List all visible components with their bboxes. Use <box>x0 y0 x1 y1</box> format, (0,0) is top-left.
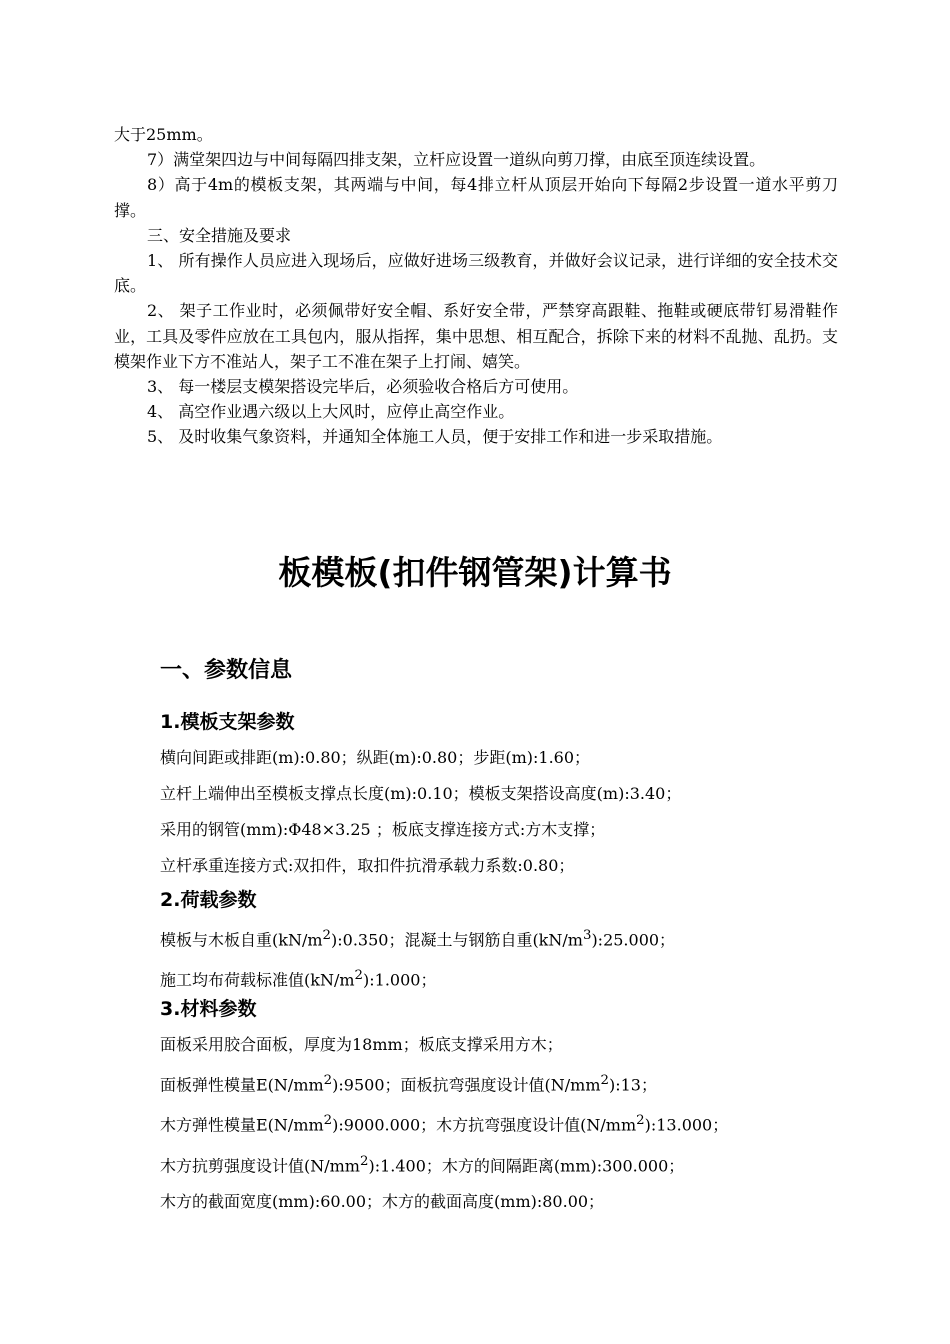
text: ):0.350；混凝土与钢筋自重(kN/m <box>331 930 583 950</box>
param-line <box>160 1109 860 1137</box>
paragraph: 1、 所有操作人员应进入现场后，应做好进场三级教育，并做好会议记录，进行详细的安全技术交底。 <box>114 251 838 296</box>
param-line: 面板采用胶合面板，厚度为18mm；板底支撑采用方木； <box>160 1035 563 1054</box>
param-line: 立杆承重连接方式:双扣件，取扣件抗滑承载力系数:0.80； <box>160 856 575 875</box>
paragraph: 7）满堂架四边与中间每隔四排支架，立杆应设置一道纵向剪刀撑，由底至顶连续设置。 <box>147 150 766 170</box>
text: 施工均布荷载标准值(kN/m <box>160 970 355 990</box>
param-line: 立杆上端伸出至模板支撑点长度(m):0.10；模板支架搭设高度(m):3.40； <box>160 784 682 803</box>
text: ):13.000； <box>644 1115 729 1135</box>
superscript: 2 <box>322 928 331 943</box>
text: 木方弹性模量E(N/mm <box>160 1115 324 1135</box>
superscript: 2 <box>600 1073 609 1088</box>
paragraph: 3、 每一楼层支模架搭设完毕后，必须验收合格后方可使用。 <box>147 377 579 397</box>
param-line <box>160 1150 860 1178</box>
superscript: 2 <box>359 1153 369 1169</box>
section-1 <box>160 655 860 687</box>
param-line <box>160 924 860 952</box>
text: ):1.400；木方的间隔距离(mm):300.000； <box>368 1155 685 1175</box>
param-line: 横向间距或排距(m):0.80；纵距(m):0.80；步距(m):1.60； <box>160 748 591 767</box>
superscript: 2 <box>323 1073 333 1088</box>
superscript: 2 <box>354 968 363 984</box>
superscript: 2 <box>323 1113 333 1129</box>
sub-section-3 <box>160 994 860 1214</box>
paragraph: 2、 架子工作业时，必须佩带好安全帽、系好安全带，严禁穿高跟鞋、拖鞋或硬底带钉易滑鞋作业，工具及零件应放在工具包内，服从指挥，集中思想、相互配合，拆除下来的材料不乱抛、乱扔。支模架作业下方不准站人，架子工不准在架子上打闹、嬉笑。 <box>114 301 838 371</box>
paragraph: 大于25mm。 <box>114 125 213 144</box>
superscript: 3 <box>582 928 592 943</box>
paragraph: 5、 及时收集气象资料，并通知全体施工人员，便于安排工作和进一步采取措施。 <box>147 427 723 447</box>
text: ):25.000； <box>591 930 676 950</box>
sub-heading: 2.荷载参数 <box>160 889 257 911</box>
param-line: 采用的钢管(mm):Φ48×3.25 ；板底支撑连接方式:方木支撑； <box>160 820 606 839</box>
section-heading: 三、安全措施及要求 <box>147 225 292 245</box>
sub-section-1 <box>160 707 860 878</box>
superscript: 2 <box>636 1113 645 1129</box>
text: ):9000.000；木方抗弯强度设计值(N/mm <box>332 1115 637 1135</box>
document-title: 板模板(扣件钢管架)计算书 <box>278 553 672 592</box>
text: 木方抗剪强度设计值(N/mm <box>160 1155 360 1175</box>
paragraph: 4、 高空作业遇六级以上大风时，应停止高空作业。 <box>147 402 515 422</box>
text: ):9500；面板抗弯强度设计值(N/mm <box>332 1075 601 1095</box>
text: ):13； <box>608 1075 657 1095</box>
param-line <box>160 964 860 992</box>
section-heading: 一、参数信息 <box>160 658 293 683</box>
sub-heading: 1.模板支架参数 <box>160 711 295 733</box>
text: ):1.000； <box>363 970 437 990</box>
param-line <box>160 1069 860 1097</box>
text: 面板弹性模量E(N/mm <box>160 1075 324 1095</box>
sub-section-2 <box>160 885 860 993</box>
text: 模板与木板自重(kN/m <box>160 930 323 950</box>
sub-heading: 3.材料参数 <box>160 998 257 1020</box>
paragraph: 8）高于4m的模板支架，其两端与中间，每4排立杆从顶层开始向下每隔2步设置一道水平剪刀撑。 <box>114 175 838 220</box>
param-line: 木方的截面宽度(mm):60.00；木方的截面高度(mm):80.00； <box>160 1191 605 1211</box>
safety-text-block <box>114 122 838 450</box>
